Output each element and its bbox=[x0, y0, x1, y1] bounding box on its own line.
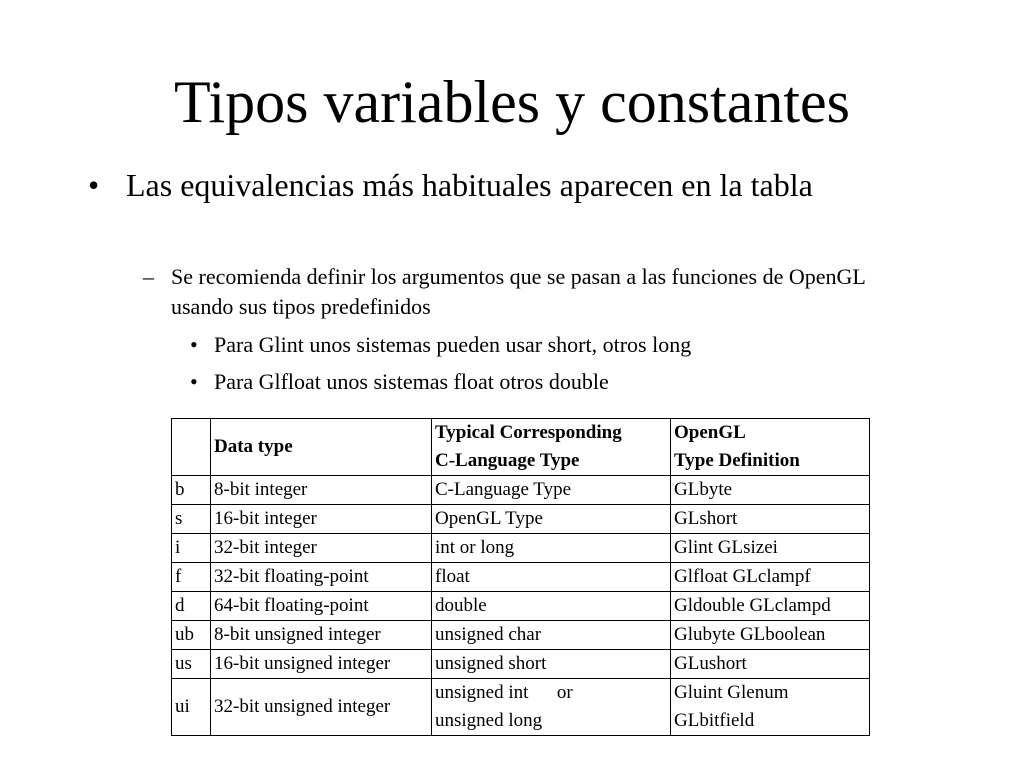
cell-data-type: 32-bit floating-point bbox=[211, 563, 432, 592]
header-gl-type bbox=[671, 419, 870, 476]
table-row bbox=[172, 563, 870, 592]
slide-title: Tipos variables y constantes bbox=[173, 69, 851, 135]
cell-gl-type: GLushort bbox=[671, 650, 870, 679]
header-c-type bbox=[432, 419, 671, 476]
table-row bbox=[172, 621, 870, 650]
cell-suffix: d bbox=[172, 592, 211, 621]
cell-suffix: i bbox=[172, 534, 211, 563]
bullet-text: Para Glfloat unos sistemas float otros double bbox=[214, 369, 609, 394]
cell-data-type: 32-bit integer bbox=[211, 534, 432, 563]
table-header-row bbox=[172, 419, 870, 476]
header-c-type-line1: Typical Corresponding bbox=[435, 422, 622, 443]
cell-c-type: OpenGL Type bbox=[432, 505, 671, 534]
bullet-marker: • bbox=[190, 369, 198, 394]
bullet-level1 bbox=[88, 162, 908, 208]
cell-data-type: 64-bit floating-point bbox=[211, 592, 432, 621]
bullet-text: Las equivalencias más habituales aparecen en la tabla bbox=[126, 167, 813, 203]
table-row bbox=[172, 505, 870, 534]
cell-c-type bbox=[432, 679, 671, 736]
cell-c-type-line1: unsigned int or bbox=[435, 682, 573, 703]
bullet-text: Para Glint unos sistemas pueden usar short, otros long bbox=[214, 332, 692, 357]
cell-data-type: 32-bit unsigned integer bbox=[211, 679, 432, 736]
cell-c-type: unsigned char bbox=[432, 621, 671, 650]
header-gl-type-line2: Type Definition bbox=[674, 450, 800, 471]
bullet-level2 bbox=[143, 262, 903, 322]
cell-gl-type: Glfloat GLclampf bbox=[671, 563, 870, 592]
cell-data-type: 8-bit integer bbox=[211, 476, 432, 505]
cell-gl-type: GLbyte bbox=[671, 476, 870, 505]
cell-c-type: unsigned short bbox=[432, 650, 671, 679]
table-row bbox=[172, 592, 870, 621]
cell-c-type: double bbox=[432, 592, 671, 621]
bullet-text: Se recomienda definir los argumentos que se pasan a las funciones de OpenGL usando sus tipos predefinidos bbox=[171, 264, 866, 319]
gl-types-table bbox=[171, 418, 870, 736]
cell-gl-type: GLshort bbox=[671, 505, 870, 534]
bullet-marker: • bbox=[190, 332, 198, 357]
cell-gl-type-line2: GLbitfield bbox=[674, 710, 755, 731]
bullet-level3 bbox=[190, 330, 890, 360]
header-suffix bbox=[172, 419, 211, 476]
cell-suffix: b bbox=[172, 476, 211, 505]
table-row bbox=[172, 679, 870, 736]
cell-data-type: 16-bit unsigned integer bbox=[211, 650, 432, 679]
cell-gl-type: Glint GLsizei bbox=[671, 534, 870, 563]
table-row bbox=[172, 534, 870, 563]
cell-suffix: s bbox=[172, 505, 211, 534]
cell-suffix: ub bbox=[172, 621, 211, 650]
cell-c-type: float bbox=[432, 563, 671, 592]
header-c-type-line2: C-Language Type bbox=[435, 450, 580, 471]
bullet-marker: • bbox=[88, 167, 100, 203]
table-row bbox=[172, 476, 870, 505]
cell-gl-type bbox=[671, 679, 870, 736]
dash-marker: – bbox=[143, 264, 154, 289]
cell-suffix: f bbox=[172, 563, 211, 592]
cell-suffix: ui bbox=[172, 679, 211, 736]
cell-c-type: C-Language Type bbox=[432, 476, 671, 505]
cell-gl-type: Gldouble GLclampd bbox=[671, 592, 870, 621]
cell-data-type: 16-bit integer bbox=[211, 505, 432, 534]
table-row bbox=[172, 650, 870, 679]
cell-c-type-line2: unsigned long bbox=[435, 710, 543, 731]
cell-suffix: us bbox=[172, 650, 211, 679]
cell-gl-type-line1: Gluint Glenum bbox=[674, 682, 789, 703]
cell-gl-type: Glubyte GLboolean bbox=[671, 621, 870, 650]
cell-data-type: 8-bit unsigned integer bbox=[211, 621, 432, 650]
header-data-type: Data type bbox=[211, 419, 432, 476]
bullet-level3 bbox=[190, 367, 890, 397]
header-gl-type-line1: OpenGL bbox=[674, 422, 746, 443]
cell-c-type: int or long bbox=[432, 534, 671, 563]
